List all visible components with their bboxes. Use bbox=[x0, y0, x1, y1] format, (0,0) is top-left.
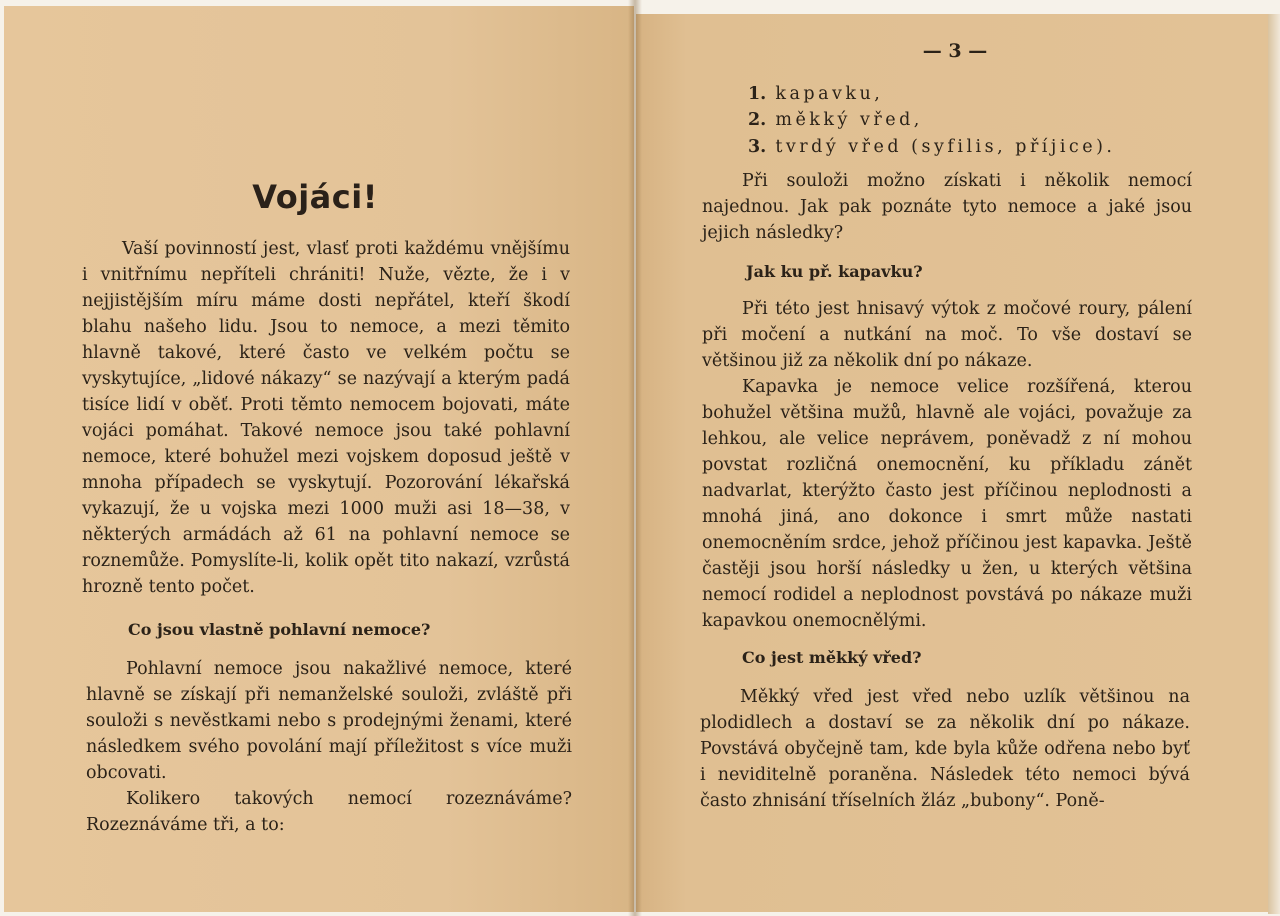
list-item bbox=[748, 110, 923, 130]
page-number: — 3 — bbox=[922, 40, 988, 62]
list-item bbox=[748, 137, 1115, 157]
left-paragraph-3: Kolikero takových nemocí rozeznáváme? Rozeznáváme tři, a to: bbox=[86, 789, 572, 835]
right-paragraph-1: Při souloži možno získati i několik nemocí najednou. Jak pak poznáte tyto nemoce a jaké jsou jejich následky? bbox=[702, 171, 1192, 243]
left-paragraph-2: Pohlavní nemoce jsou nakažlivé nemoce, které hlavně se získají při nemanželské souloži, zvláště při souloži s nevěstkami nebo s prodejnými ženami, které následkem svého povolání mají příležitost s více muži obcovati. bbox=[86, 659, 572, 783]
page-title: Vojáci! bbox=[252, 178, 378, 216]
list-item-number: 2. bbox=[748, 110, 767, 130]
list-item-text: kapavku, bbox=[775, 84, 884, 104]
right-paragraph-4: Měkký vřed jest vřed nebo uzlík většinou na plodidlech a dostaví se za několik dní po nákaze. Povstává obyčejně tam, kde byla kůže odřena nebo byť i neviditelně poraněna. Následek této nemoci bývá často zhnisání tříselních žláz „bubony“. Poně- bbox=[700, 687, 1190, 811]
right-heading-2: Co jest měkký vřed? bbox=[742, 648, 922, 667]
list-item-number: 1. bbox=[748, 84, 767, 104]
list-item-number: 3. bbox=[748, 137, 767, 157]
right-heading-1: Jak ku př. kapavku? bbox=[746, 262, 923, 281]
list-item bbox=[748, 84, 883, 104]
book-gutter bbox=[628, 0, 642, 916]
list-item-text: tvrdý vřed (syfilis, příjice). bbox=[775, 137, 1116, 157]
left-paragraph-1: Vaší povinností jest, vlasť proti každému vnějšímu i vnitřnímu nepříteli chrániti! Nuže, vězte, že i v nejjistějším míru máme dosti nepřátel, kteří škodí blahu našeho lidu. Jsou to nemoce, a mezi těmito hlavně takové, které často ve velkém počtu se vyskytujíce, „lidové nákazy“ se nazývají a kterým padá tisíce lidí v oběť. Proti těmto nemocem bojovati, máte vojáci pomáhat. Takové nemoce jsou také pohlavní nemoce, které bohužel mezi vojskem doposud ještě v mnoha případech se vyskytují. Pozorování lékařská vykazují, že u vojska mezi 1000 muži asi 18—38, v některých armádách až 61 na pohlavní nemoce se roznemůže. Pomyslíte-li, kolik opět tito nakazí, vzrůstá hrozně tento počet. bbox=[82, 239, 570, 597]
list-item-text: měkký vřed, bbox=[775, 110, 923, 130]
page-edges bbox=[1268, 14, 1280, 914]
right-paragraph-3: Kapavka je nemoce velice rozšířená, kterou bohužel většina mužů, hlavně ale vojáci, považuje za lehkou, ale velice neprávem, poněvadž z ní mohou povstat rozličná onemocnění, ku příkladu zánět nadvarlat, kterýžto často jest příčinou neplodnosti a mnohá jiná, ano dokonce i smrt může nastati onemocněním srdce, jehož příčinou jest kapavka. Ještě častěji jsou horší následky u žen, u kterých většina nemocí rodidel a neplodnost povstává po nákaze muži kapavkou onemocnělými. bbox=[702, 377, 1192, 631]
left-heading-1: Co jsou vlastně pohlavní nemoce? bbox=[128, 620, 431, 639]
right-paragraph-2: Při této jest hnisavý výtok z močové roury, pálení při močení a nutkání na moč. To vše dostaví se většinou již za několik dní po nákaze. bbox=[702, 299, 1192, 371]
